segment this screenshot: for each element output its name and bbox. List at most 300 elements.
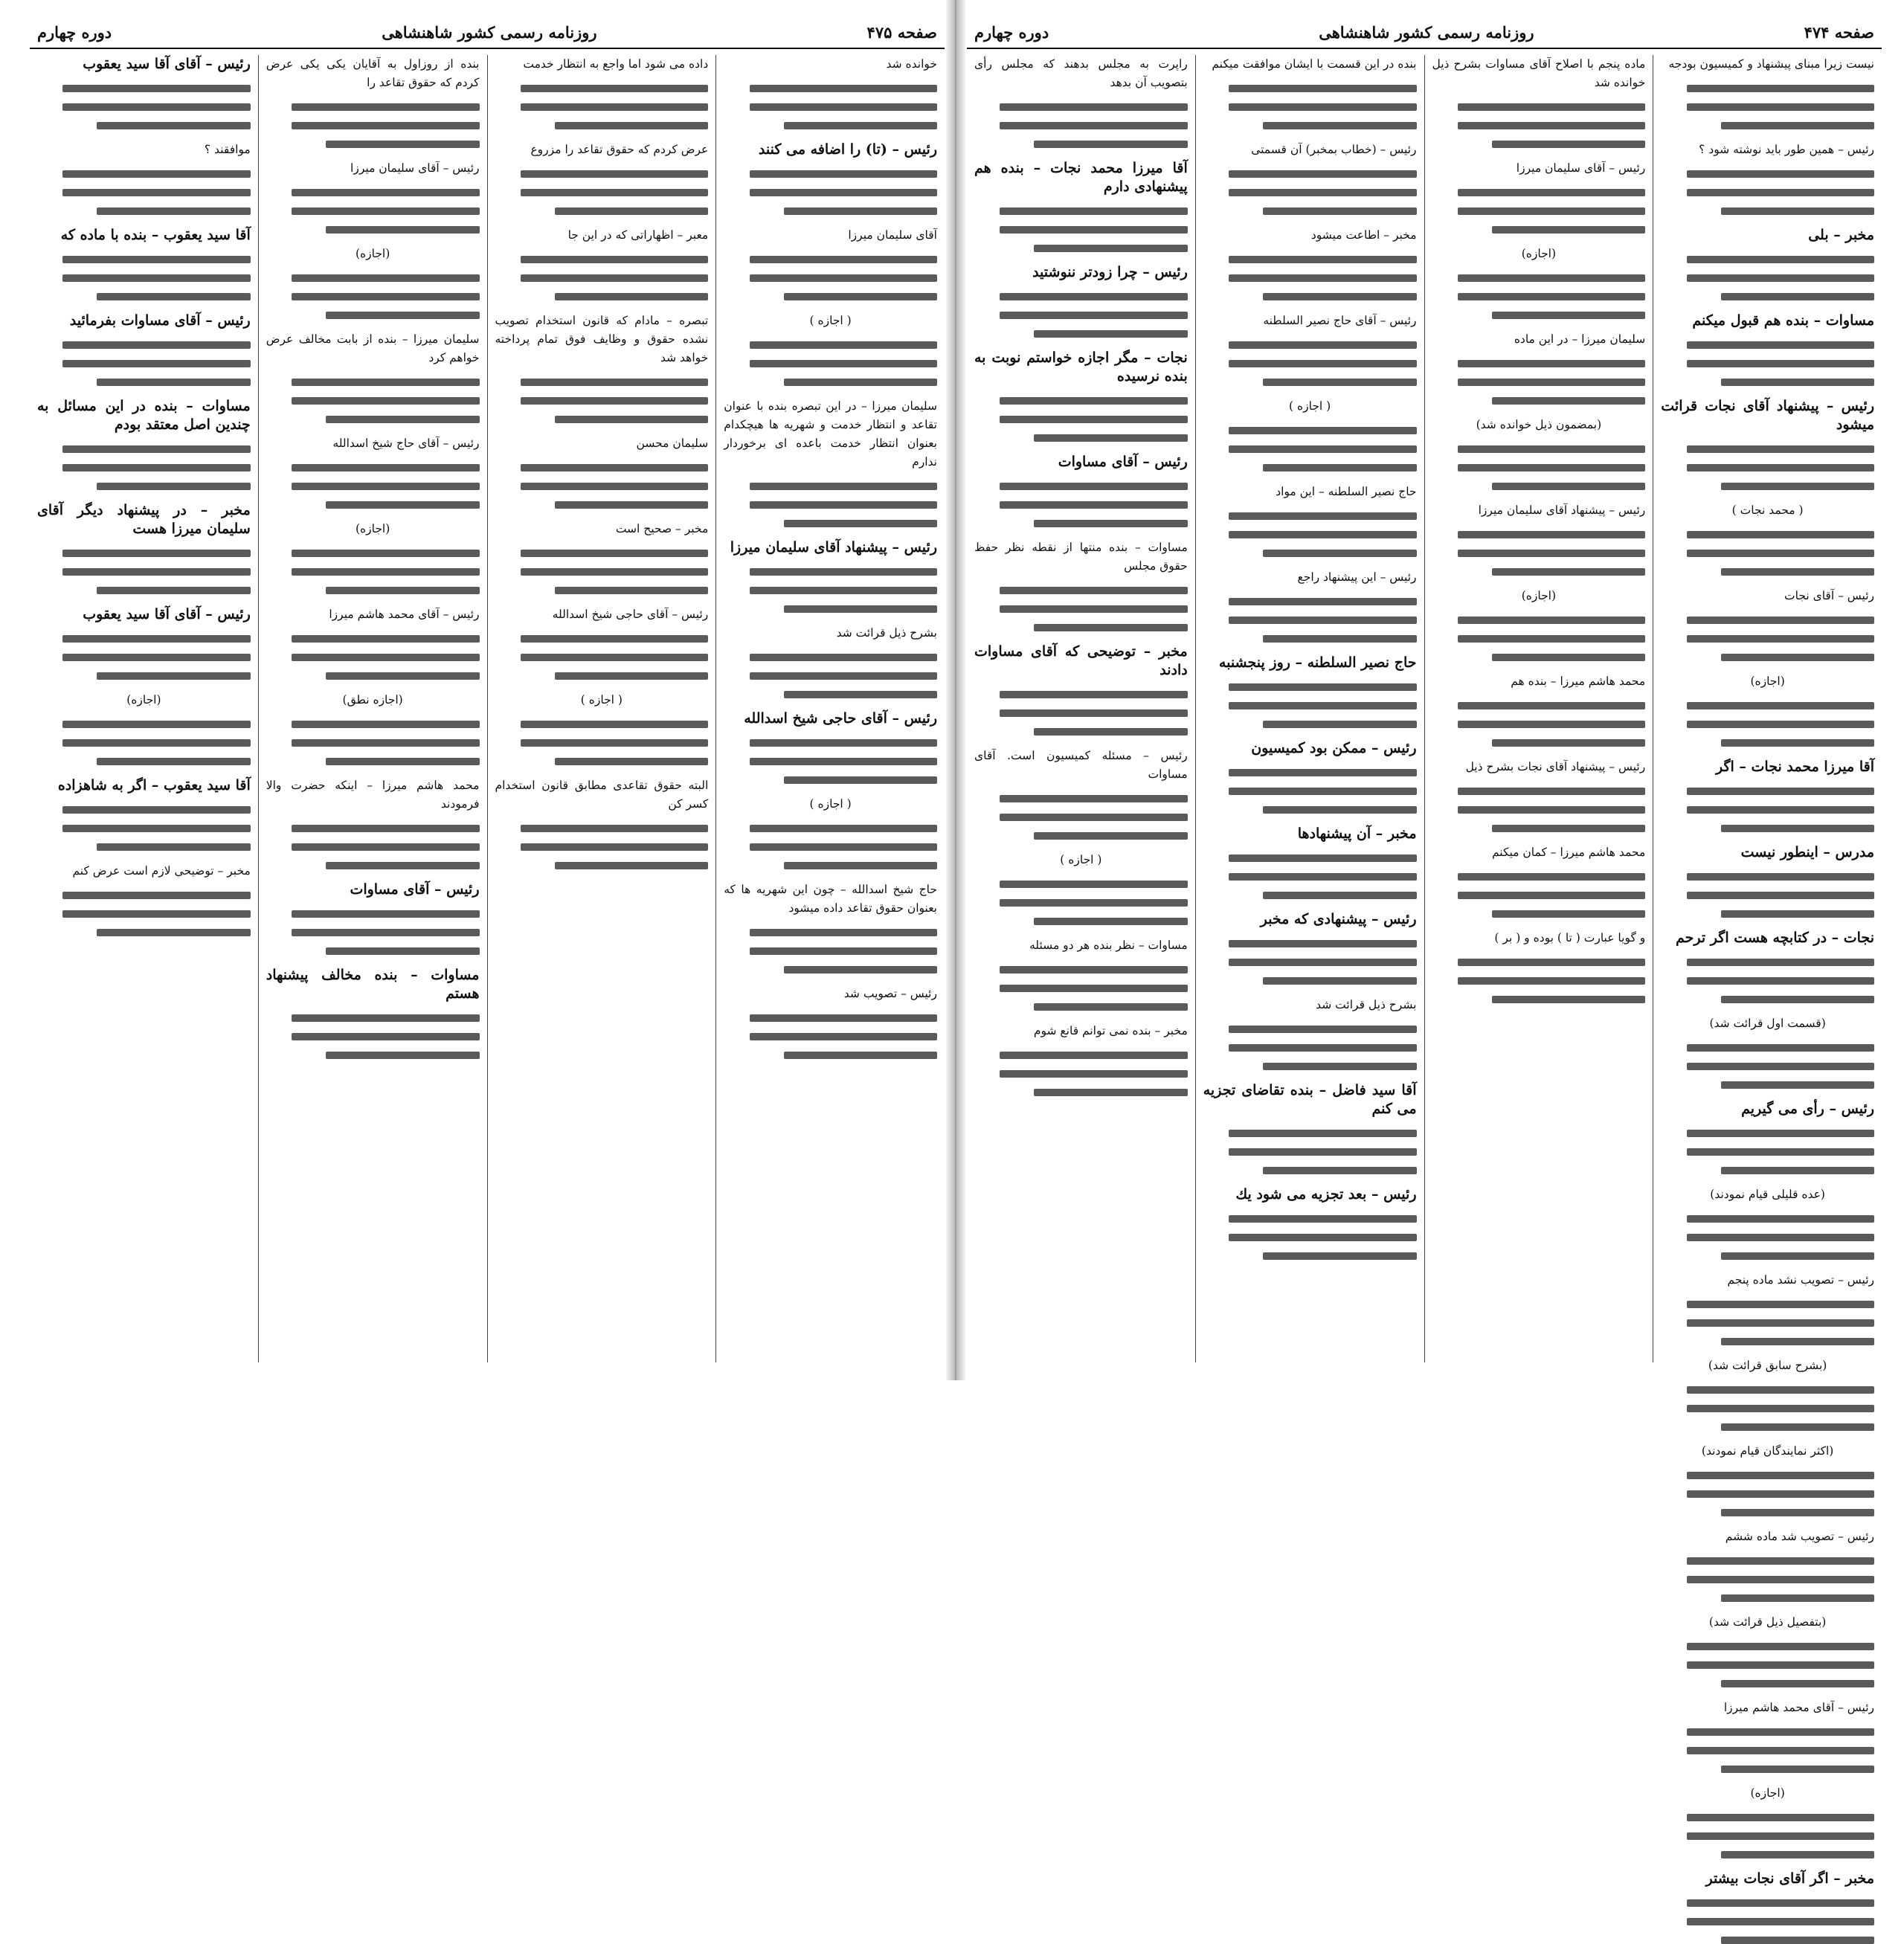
text-line-texture bbox=[1229, 683, 1416, 691]
text-line-texture bbox=[97, 929, 250, 936]
text-line-texture bbox=[521, 103, 708, 111]
text-line-texture bbox=[97, 587, 250, 594]
procedural-note: ( اجازه ) bbox=[809, 797, 852, 811]
speaker-line: رئیس – پیشنهاد آقای نجات قرائت میشود bbox=[1661, 398, 1874, 433]
print-texture bbox=[724, 85, 937, 129]
text-line-texture bbox=[62, 445, 250, 453]
text-line-texture bbox=[292, 739, 479, 747]
text-line-texture bbox=[326, 862, 479, 869]
print-texture bbox=[1661, 617, 1874, 661]
text-line-texture bbox=[1687, 1215, 1874, 1223]
header-page-number: صفحه ۴۷۴ bbox=[1804, 22, 1874, 42]
text-line-texture bbox=[62, 806, 250, 814]
print-texture bbox=[266, 635, 480, 680]
paragraph: بشرح ذیل قرائت شد bbox=[836, 626, 937, 640]
text-line-texture bbox=[521, 483, 708, 490]
print-texture bbox=[37, 85, 251, 129]
text-line-texture bbox=[750, 360, 937, 367]
text-column bbox=[258, 55, 487, 1362]
header-page-number: صفحه ۴۷۵ bbox=[866, 22, 937, 42]
procedural-note: (اجازه نطق) bbox=[342, 693, 403, 707]
text-line-texture bbox=[97, 843, 250, 851]
procedural-note: ( اجازه ) bbox=[809, 314, 852, 327]
text-line-texture bbox=[1687, 189, 1874, 196]
paragraph: تبصره – مادام که قانون استخدام تصویب نشده حقوق و وظایف فوق تمام پرداخته خواهد شد bbox=[495, 314, 709, 364]
speaker-line: رئیس – آقای آقا سید یعقوب bbox=[83, 56, 251, 72]
text-line-texture bbox=[292, 464, 479, 471]
print-texture bbox=[266, 910, 480, 955]
speaker-line: مدرس – اینطور نیست bbox=[1740, 844, 1874, 860]
paragraph: رئیس – این پیشنهاد راجع bbox=[1297, 570, 1417, 584]
text-line-texture bbox=[62, 189, 250, 196]
text-line-texture bbox=[784, 1052, 937, 1059]
procedural-note: (اجازه) bbox=[126, 693, 161, 707]
paragraph: رئیس – آقای حاجی شیخ اسدالله bbox=[552, 608, 709, 621]
text-column bbox=[1195, 55, 1424, 1362]
text-line-texture bbox=[521, 189, 708, 196]
print-texture bbox=[724, 1014, 937, 1059]
speaker-line: رئیس – آقای مساوات bbox=[1058, 454, 1188, 470]
text-line-texture bbox=[1229, 256, 1416, 263]
text-line-texture bbox=[1229, 189, 1416, 196]
procedural-note: (عده قلیلی قیام نمودند) bbox=[1710, 1188, 1825, 1201]
text-line-texture bbox=[292, 397, 479, 405]
text-line-texture bbox=[1034, 1003, 1187, 1011]
text-line-texture bbox=[1229, 788, 1416, 795]
text-columns bbox=[967, 55, 1882, 1887]
text-line-texture bbox=[750, 843, 937, 851]
print-texture bbox=[974, 483, 1188, 527]
text-line-texture bbox=[292, 122, 479, 129]
print-texture bbox=[974, 207, 1188, 252]
text-line-texture bbox=[1458, 635, 1645, 643]
text-line-texture bbox=[1034, 832, 1187, 840]
text-line-texture bbox=[1687, 1490, 1874, 1498]
print-texture bbox=[724, 483, 937, 527]
text-line-texture bbox=[750, 341, 937, 349]
print-texture bbox=[974, 795, 1188, 840]
text-line-texture bbox=[1687, 1063, 1874, 1070]
print-texture bbox=[495, 635, 709, 680]
text-line-texture bbox=[1687, 1044, 1874, 1052]
text-line-texture bbox=[1263, 293, 1416, 300]
text-line-texture bbox=[1687, 806, 1874, 814]
paragraph: رئیس – آقای محمد هاشم میرزا bbox=[1723, 1701, 1874, 1714]
paragraph: مساوات – نظر بنده هر دو مسئله bbox=[1029, 939, 1188, 952]
text-line-texture bbox=[1687, 85, 1874, 92]
print-texture bbox=[495, 825, 709, 869]
text-line-texture bbox=[1492, 397, 1645, 405]
text-line-texture bbox=[62, 341, 250, 349]
text-line-texture bbox=[97, 483, 250, 490]
text-line-texture bbox=[292, 379, 479, 386]
speaker-line: مخبر – در پیشنهاد دیگر آقای سلیمان میرزا هست bbox=[37, 502, 251, 537]
print-texture bbox=[1661, 256, 1874, 300]
text-line-texture bbox=[62, 256, 250, 263]
paragraph: رئیس – آقای حاج شیخ اسدالله bbox=[332, 437, 480, 450]
text-line-texture bbox=[1263, 207, 1416, 215]
print-texture bbox=[1432, 189, 1646, 234]
text-line-texture bbox=[521, 654, 708, 661]
text-line-texture bbox=[292, 103, 479, 111]
print-texture bbox=[1661, 702, 1874, 747]
print-texture bbox=[1661, 1215, 1874, 1260]
print-texture bbox=[37, 170, 251, 215]
text-line-texture bbox=[292, 654, 479, 661]
text-line-texture bbox=[1458, 702, 1645, 709]
print-texture bbox=[1432, 274, 1646, 319]
speaker-line: مخبر – آن پیشنهادها bbox=[1297, 825, 1417, 842]
text-line-texture bbox=[1687, 1918, 1874, 1925]
print-texture bbox=[974, 293, 1188, 338]
text-line-texture bbox=[521, 843, 708, 851]
text-line-texture bbox=[1687, 873, 1874, 881]
text-line-texture bbox=[1687, 1301, 1874, 1308]
print-texture bbox=[1661, 1130, 1874, 1174]
text-line-texture bbox=[292, 635, 479, 643]
text-line-texture bbox=[326, 226, 479, 234]
text-line-texture bbox=[750, 825, 937, 832]
text-columns bbox=[30, 55, 945, 1362]
paragraph: محمد هاشم میرزا – اینکه حضرت والا فرمودند bbox=[266, 779, 480, 811]
text-line-texture bbox=[1687, 1148, 1874, 1156]
text-line-texture bbox=[1687, 445, 1874, 453]
paragraph: داده می شود اما واجع به انتظار خدمت bbox=[523, 57, 709, 71]
speaker-line: مساوات – بنده هم قبول میکنم bbox=[1692, 312, 1874, 329]
text-line-texture bbox=[1492, 226, 1645, 234]
text-line-texture bbox=[1492, 910, 1645, 918]
text-line-texture bbox=[62, 721, 250, 728]
text-line-texture bbox=[1721, 122, 1874, 129]
print-texture bbox=[1661, 1899, 1874, 1944]
text-line-texture bbox=[1492, 312, 1645, 319]
text-line-texture bbox=[1492, 739, 1645, 747]
text-line-texture bbox=[750, 274, 937, 282]
text-line-texture bbox=[1458, 550, 1645, 557]
paragraph: بنده از روزاول به آقایان یکی یکی عرض کردم که حقوق تقاعد را bbox=[266, 57, 480, 89]
text-line-texture bbox=[292, 721, 479, 728]
text-line-texture bbox=[1458, 293, 1645, 300]
print-texture bbox=[1203, 170, 1417, 215]
text-line-texture bbox=[1000, 605, 1187, 613]
text-line-texture bbox=[292, 929, 479, 936]
paragraph: رئیس – مسئله کمیسیون است. آقای مساوات bbox=[974, 749, 1188, 781]
text-line-texture bbox=[1721, 568, 1874, 576]
text-line-texture bbox=[521, 85, 708, 92]
paragraph: بنده در این قسمت با ایشان موافقت میکنم bbox=[1212, 57, 1417, 71]
paragraph: رئیس – آقای سلیمان میرزا bbox=[350, 161, 480, 175]
text-line-texture bbox=[62, 85, 250, 92]
text-line-texture bbox=[1721, 1594, 1874, 1602]
text-line-texture bbox=[750, 739, 937, 747]
print-texture bbox=[1661, 1557, 1874, 1602]
text-line-texture bbox=[1000, 795, 1187, 802]
text-line-texture bbox=[1229, 103, 1416, 111]
print-texture bbox=[1661, 1472, 1874, 1516]
print-texture bbox=[37, 550, 251, 594]
page-474 bbox=[967, 0, 1882, 1887]
text-line-texture bbox=[326, 947, 479, 955]
speaker-line: آقا میرزا محمد نجات – بنده هم پیشنهادی دارم bbox=[974, 160, 1188, 195]
text-line-texture bbox=[1492, 483, 1645, 490]
text-line-texture bbox=[521, 635, 708, 643]
print-texture bbox=[1203, 341, 1417, 386]
text-line-texture bbox=[1721, 293, 1874, 300]
print-texture bbox=[1203, 256, 1417, 300]
print-texture bbox=[1661, 531, 1874, 576]
text-line-texture bbox=[1458, 189, 1645, 196]
paragraph: راپرت به مجلس بدهند که مجلس رأی بتصویب آن بدهد bbox=[974, 57, 1188, 89]
print-texture bbox=[724, 341, 937, 386]
text-line-texture bbox=[1687, 1130, 1874, 1137]
text-line-texture bbox=[1000, 226, 1187, 234]
text-line-texture bbox=[1229, 512, 1416, 520]
print-texture bbox=[1661, 445, 1874, 490]
text-line-texture bbox=[1000, 985, 1187, 992]
print-texture bbox=[1661, 873, 1874, 918]
paragraph: رئیس – (خطاب بمخبر) آن قسمتی bbox=[1251, 143, 1417, 156]
print-texture bbox=[1661, 85, 1874, 129]
procedural-note: (بمضمون ذیل خوانده شد) bbox=[1476, 418, 1602, 431]
speaker-line: رئیس – آقای مساوات bbox=[350, 881, 480, 898]
text-line-texture bbox=[1721, 1680, 1874, 1687]
text-line-texture bbox=[97, 758, 250, 765]
text-line-texture bbox=[1229, 598, 1416, 605]
text-line-texture bbox=[1721, 654, 1874, 661]
text-line-texture bbox=[521, 397, 708, 405]
print-texture bbox=[495, 256, 709, 300]
text-line-texture bbox=[1229, 1148, 1416, 1156]
print-texture bbox=[495, 379, 709, 423]
text-line-texture bbox=[292, 207, 479, 215]
speaker-line: نجات – در کتابچه هست اگر ترحم bbox=[1676, 930, 1874, 946]
header-edition: دوره چهارم bbox=[974, 22, 1049, 42]
text-line-texture bbox=[1458, 617, 1645, 624]
text-line-texture bbox=[1687, 1814, 1874, 1821]
speaker-line: رئیس – چرا زودتر ننوشتید bbox=[1032, 264, 1188, 280]
text-line-texture bbox=[1000, 709, 1187, 717]
text-line-texture bbox=[1263, 1167, 1416, 1174]
text-line-texture bbox=[1263, 379, 1416, 386]
speaker-line: رئیس – آقای آقا سید یعقوب bbox=[83, 606, 251, 622]
text-line-texture bbox=[1458, 531, 1645, 538]
text-line-texture bbox=[1687, 274, 1874, 282]
speaker-line: مخبر – توضیحی که آقای مساوات دادند bbox=[974, 643, 1188, 678]
text-line-texture bbox=[1458, 103, 1645, 111]
print-texture bbox=[495, 464, 709, 509]
text-line-texture bbox=[292, 910, 479, 918]
text-line-texture bbox=[1687, 1747, 1874, 1754]
text-line-texture bbox=[1458, 360, 1645, 367]
speaker-line: رئیس – (تا) را اضافه می کنند bbox=[758, 141, 937, 158]
print-texture bbox=[37, 341, 251, 386]
print-texture bbox=[266, 189, 480, 234]
procedural-note: ( اجازه ) bbox=[1060, 853, 1102, 866]
paragraph: بشرح ذیل قرائت شد bbox=[1316, 998, 1417, 1011]
text-column bbox=[967, 55, 1195, 1362]
print-texture bbox=[1203, 683, 1417, 728]
text-line-texture bbox=[555, 293, 708, 300]
text-line-texture bbox=[1721, 1851, 1874, 1858]
speaker-line: مساوات – بنده مخالف پیشنهاد هستم bbox=[266, 967, 480, 1002]
paragraph: سلیمان میرزا – در این تبصره بنده با عنوان تقاعد و انتظار خدمت و شهریه ها هیچکدام بعنوان انتظار خدمت باعده ای برخوردار ندارم bbox=[724, 399, 937, 469]
text-column bbox=[30, 55, 258, 1362]
text-line-texture bbox=[1034, 245, 1187, 252]
text-line-texture bbox=[326, 501, 479, 509]
text-line-texture bbox=[1492, 141, 1645, 148]
text-line-texture bbox=[1492, 825, 1645, 832]
text-line-texture bbox=[1687, 550, 1874, 557]
text-line-texture bbox=[750, 85, 937, 92]
text-line-texture bbox=[1721, 207, 1874, 215]
text-line-texture bbox=[1000, 814, 1187, 821]
paragraph: حاج نصیر السلطنه – این مواد bbox=[1276, 485, 1417, 498]
text-line-texture bbox=[1000, 483, 1187, 490]
procedural-note: (اجازه) bbox=[1750, 675, 1785, 688]
text-line-texture bbox=[1721, 825, 1874, 832]
text-line-texture bbox=[1721, 1937, 1874, 1944]
text-line-texture bbox=[326, 141, 479, 148]
text-line-texture bbox=[1229, 769, 1416, 776]
speaker-line: آقا سید یعقوب – اگر به شاهزاده bbox=[57, 777, 251, 794]
paragraph: مساوات – بنده منتها از نقطه نظر حفظ حقوق مجلس bbox=[974, 541, 1188, 573]
print-texture bbox=[724, 825, 937, 869]
text-line-texture bbox=[1458, 464, 1645, 471]
procedural-note: ( اجازه ) bbox=[580, 693, 623, 707]
text-line-texture bbox=[1687, 531, 1874, 538]
text-line-texture bbox=[750, 654, 937, 661]
print-texture bbox=[724, 256, 937, 300]
text-line-texture bbox=[1229, 1234, 1416, 1241]
paragraph: آقای سلیمان میرزا bbox=[848, 228, 937, 242]
text-line-texture bbox=[784, 379, 937, 386]
text-line-texture bbox=[1000, 691, 1187, 698]
procedural-note: (قسمت اول قرائت شد) bbox=[1709, 1017, 1826, 1030]
text-line-texture bbox=[750, 189, 937, 196]
text-line-texture bbox=[521, 464, 708, 471]
text-line-texture bbox=[1687, 959, 1874, 966]
print-texture bbox=[974, 881, 1188, 925]
text-line-texture bbox=[750, 1014, 937, 1022]
text-line-texture bbox=[1263, 977, 1416, 985]
paragraph: رئیس – آقای حاج نصیر السلطنه bbox=[1263, 314, 1417, 327]
paragraph: خوانده شد bbox=[886, 57, 937, 71]
print-texture bbox=[495, 85, 709, 129]
text-line-texture bbox=[326, 416, 479, 423]
text-line-texture bbox=[1229, 1215, 1416, 1223]
print-texture bbox=[1203, 1130, 1417, 1174]
text-line-texture bbox=[62, 654, 250, 661]
print-texture bbox=[266, 464, 480, 509]
print-texture bbox=[1203, 1026, 1417, 1070]
paragraph: رئیس – پیشنهاد آقای سلیمان میرزا bbox=[1478, 503, 1646, 517]
print-texture bbox=[266, 103, 480, 148]
text-line-texture bbox=[292, 568, 479, 576]
header-rule bbox=[30, 48, 945, 49]
text-line-texture bbox=[1458, 873, 1645, 881]
print-texture bbox=[974, 103, 1188, 148]
page-header bbox=[967, 16, 1882, 48]
speaker-line: مساوات – بنده در این مسائل به چندین اصل معتقد بودم bbox=[37, 398, 251, 433]
text-line-texture bbox=[1458, 806, 1645, 814]
procedural-note: ( محمد نجات ) bbox=[1731, 503, 1804, 517]
text-line-texture bbox=[1000, 103, 1187, 111]
text-line-texture bbox=[784, 293, 937, 300]
text-column bbox=[487, 55, 716, 1362]
print-texture bbox=[974, 1052, 1188, 1096]
text-line-texture bbox=[1687, 892, 1874, 899]
print-texture bbox=[1203, 598, 1417, 643]
print-texture bbox=[266, 379, 480, 423]
text-line-texture bbox=[1229, 341, 1416, 349]
print-texture bbox=[1203, 854, 1417, 899]
text-line-texture bbox=[292, 550, 479, 557]
procedural-note: (اجازه) bbox=[1521, 247, 1557, 260]
text-line-texture bbox=[1458, 721, 1645, 728]
text-line-texture bbox=[1229, 617, 1416, 624]
text-line-texture bbox=[1263, 721, 1416, 728]
paragraph: سلیمان محسن bbox=[636, 437, 709, 450]
text-line-texture bbox=[784, 776, 937, 784]
speaker-line: رئیس – پیشنهاد آقای سلیمان میرزا bbox=[730, 539, 937, 556]
procedural-note: ( اجازه ) bbox=[1289, 399, 1331, 413]
paragraph: رئیس – پیشنهاد آقای نجات بشرح ذیل bbox=[1465, 760, 1646, 773]
text-line-texture bbox=[1458, 892, 1645, 899]
paragraph: نیست زیرا مبنای پیشنهاد و کمیسیون بودجه bbox=[1668, 57, 1874, 71]
text-line-texture bbox=[1263, 1063, 1416, 1070]
print-texture bbox=[1661, 1044, 1874, 1089]
text-line-texture bbox=[62, 825, 250, 832]
text-line-texture bbox=[555, 501, 708, 509]
text-line-texture bbox=[1000, 1070, 1187, 1078]
print-texture bbox=[266, 274, 480, 319]
text-line-texture bbox=[1721, 910, 1874, 918]
print-texture bbox=[37, 445, 251, 490]
procedural-note: (اجازه) bbox=[355, 522, 390, 535]
print-texture bbox=[1432, 788, 1646, 832]
text-line-texture bbox=[1034, 918, 1187, 925]
text-line-texture bbox=[97, 672, 250, 680]
text-line-texture bbox=[750, 483, 937, 490]
text-line-texture bbox=[1721, 739, 1874, 747]
text-line-texture bbox=[555, 862, 708, 869]
print-texture bbox=[495, 721, 709, 765]
paragraph: رئیس – آقای محمد هاشم میرزا bbox=[329, 608, 480, 621]
paragraph: سلیمان میرزا – در این ماده bbox=[1514, 332, 1646, 346]
print-texture bbox=[1203, 427, 1417, 471]
text-line-texture bbox=[521, 274, 708, 282]
text-line-texture bbox=[292, 825, 479, 832]
paragraph: سلیمان میرزا – بنده از بابت مخالف عرض خواهم کرد bbox=[266, 332, 480, 364]
print-texture bbox=[1661, 1386, 1874, 1431]
paragraph: مخبر – اطاعت میشود bbox=[1310, 228, 1417, 242]
procedural-note: (اجازه) bbox=[1750, 1786, 1785, 1800]
print-texture bbox=[1203, 1215, 1417, 1260]
speaker-line: آقا سید یعقوب – بنده با ماده که bbox=[60, 227, 251, 243]
text-line-texture bbox=[1687, 1405, 1874, 1412]
text-line-texture bbox=[1000, 881, 1187, 888]
paragraph: مخبر – صحیح است bbox=[615, 522, 709, 535]
text-line-texture bbox=[1687, 1557, 1874, 1565]
text-line-texture bbox=[326, 1052, 479, 1059]
speaker-line: رئیس – پیشنهادی که مخبر bbox=[1260, 911, 1417, 927]
print-texture bbox=[37, 256, 251, 300]
text-line-texture bbox=[1687, 1319, 1874, 1327]
paragraph: و گویا عبارت ( تا ) بوده و ( بر ) bbox=[1494, 931, 1646, 944]
text-line-texture bbox=[750, 568, 937, 576]
text-line-texture bbox=[784, 862, 937, 869]
text-line-texture bbox=[521, 825, 708, 832]
